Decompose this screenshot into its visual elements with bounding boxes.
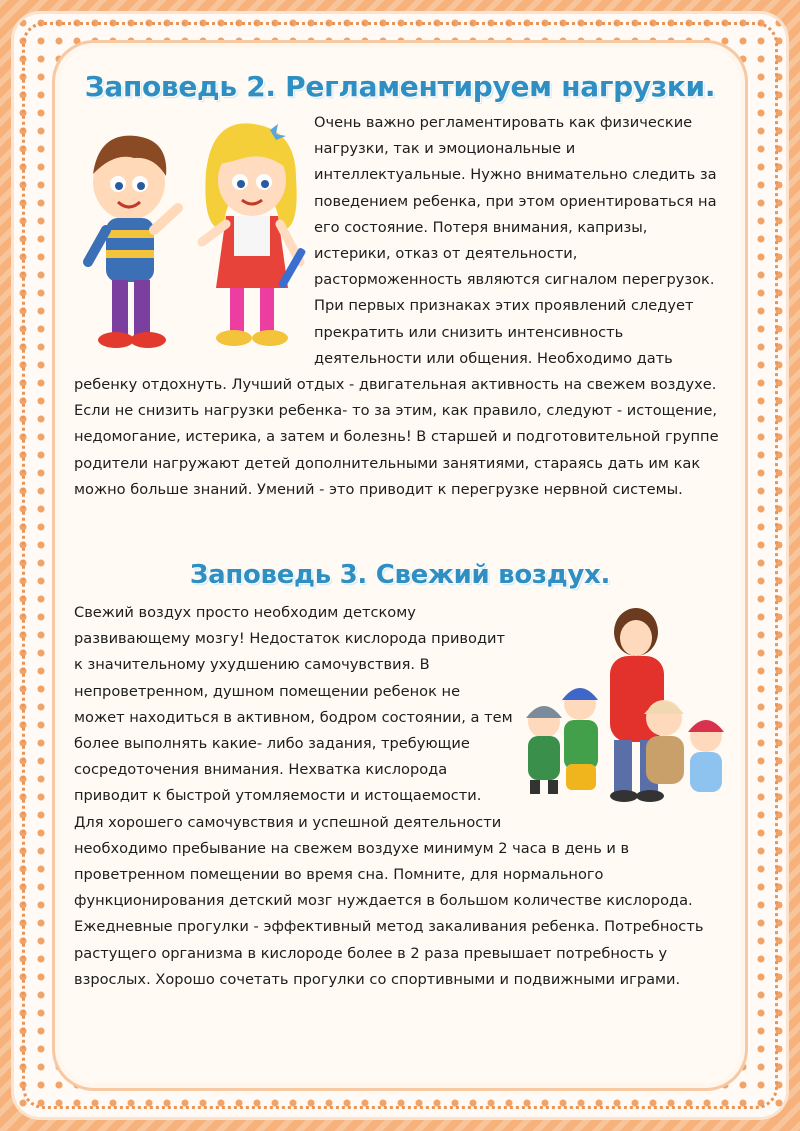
section-2-body <box>74 110 728 503</box>
winter-walk-illustration <box>514 604 728 814</box>
content-panel <box>60 48 740 1083</box>
child-figure-beige <box>644 700 684 784</box>
child-figure-green <box>526 706 562 794</box>
kids-illustration <box>74 112 314 370</box>
girl-figure <box>202 123 306 346</box>
section-3-body <box>74 600 728 993</box>
section-2-title: Заповедь 2. Регламентируем нагрузки. <box>84 70 716 103</box>
child-figure-blue <box>688 720 724 792</box>
boy-and-girl-cartoon <box>74 112 314 370</box>
section-2-text: Очень важно регламентировать как физические нагрузки, так и эмоциональные и интеллектуальные. Нужно внимательно следить за поведением ребенка, при этом ориентироваться на его состояние. Потеря внимания, капризы, истерики, отказ от деятельности, расторможенность являются сигналом перегрузок. При первых признаках этих проявлений следует прекратить или снизить интенсивность деятельности или общения. Необходимо дать ребенку отдохнуть. Лучший отдых - двигательная активность на свежем воздухе. Если не снизить нагрузки ребенка- то за этим, как правило, следуют - истощение, недомогание, истерика, а затем и болезнь! В старшей и подготовительной группе родители нагружают детей дополнительными занятиями, стараясь дать им как можно больше знаний. Умений - это приводит к перегрузке нервной системы. <box>74 114 719 498</box>
adult-and-children-winter-cartoon <box>514 604 728 814</box>
section-3-text: Свежий воздух просто необходим детскому развивающему мозгу! Недостаток кислорода приводит к значительному ухудшению самочувствия. В непроветренном, душном помещении ребенок не может находиться в активном, бодром состоянии, а тем более выполнять какие- либо задания, требующие сосредоточения внимания. Нехватка кислорода приводит к быстрой утомляемости и истощаемости. Для хорошего самочувствия и успешной деятельности необходимо пребывание на свежем воздухе минимум 2 часа в день и в проветренном помещении во время сна. Помните, для нормального функционирования детский мозг нуждается в большом количестве кислорода. Ежедневные прогулки - эффективный метод закаливания ребенка. Потребность растущего организма в кислороде более в 2 раза превышает потребность у взрослых. Хорошо сочетать прогулки со спортивными и подвижными играми. <box>74 604 704 988</box>
boy-figure <box>88 136 178 348</box>
section-3-title: Заповедь 3. Свежий воздух. <box>189 560 611 590</box>
child-figure-yellow <box>562 688 598 790</box>
